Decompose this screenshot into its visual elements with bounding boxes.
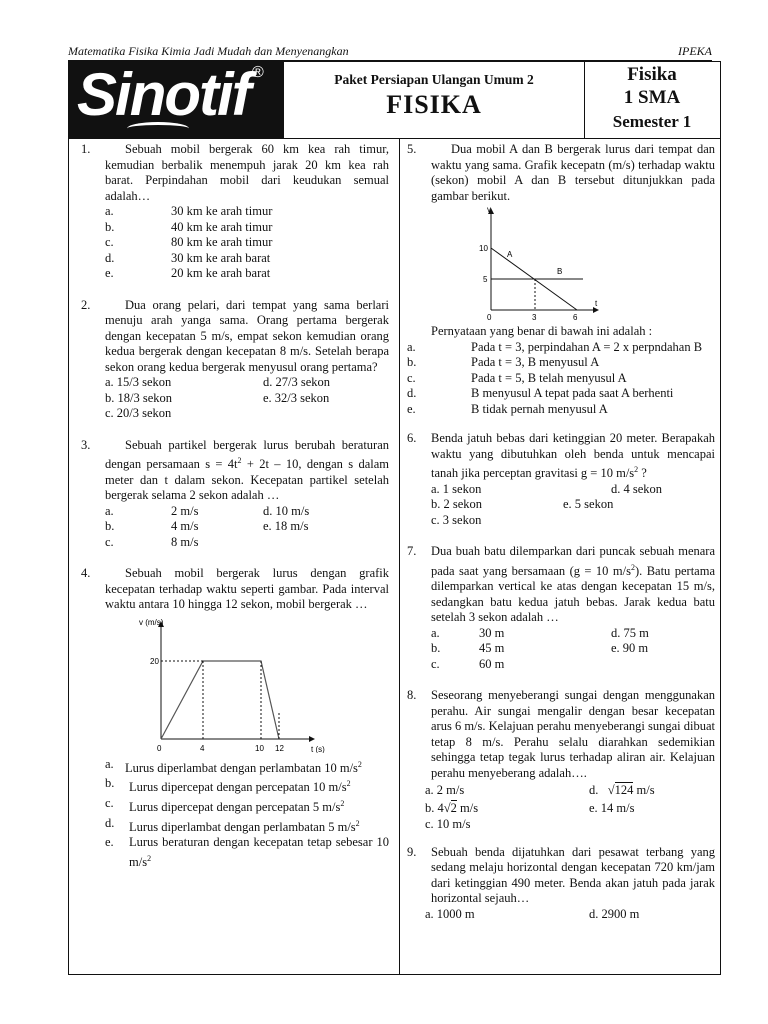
subject-cell (584, 62, 720, 138)
option-key: b. (105, 519, 115, 534)
superscript: 2 (147, 853, 152, 863)
option-row (407, 657, 715, 673)
option-key: c. (105, 795, 114, 810)
superscript: 2 (355, 818, 360, 828)
option-text: a. 2 m/s (425, 783, 465, 798)
option (407, 371, 715, 387)
option-text: B menyusul A tepat pada saat A berhenti (471, 386, 674, 400)
option-text: 4 m/s (171, 519, 199, 534)
line-a-label: A (507, 250, 513, 259)
option-text: Pada t = 3, B menyusul A (471, 355, 600, 369)
option-text: c. 20/3 sekon (105, 406, 172, 420)
questions-area (68, 138, 721, 975)
option-row (407, 817, 715, 833)
option-key: c. (431, 656, 440, 671)
option-text: 45 m (479, 641, 505, 656)
velocity-graph-ab (407, 204, 715, 320)
title-cell (283, 62, 585, 138)
running-header-school: IPEKA (678, 44, 712, 58)
option-text: a. 15/3 sekon (105, 375, 172, 389)
option (407, 402, 715, 418)
question-7 (407, 544, 715, 626)
option (407, 386, 715, 402)
option (407, 340, 715, 356)
question-text: Seseorang menyeberangi sungai dengan menggunakan perahu. Air sungai mengalir dengan besar kecepatan arus 6 m/s. Kelajuan perahu menyeberangi sungai dibuat tetap 8 m/s. Perahu selalu diarahkan sedemikian sehingga tetap tegak lurus terhadap aliran air. Kelajuan perahu menyeberang adalah…. (431, 688, 715, 780)
option-text-part: d. (589, 783, 599, 798)
question-number: 9. (407, 844, 417, 859)
tick-label: 10 (255, 743, 264, 753)
tick-label: 10 (479, 244, 488, 253)
option-key: b. (431, 641, 441, 656)
option-text: b. 4√2 m/s (425, 801, 479, 816)
option-text: a. 1 sekon (431, 481, 482, 496)
tick-label: 20 (150, 656, 159, 666)
option-key: a. (105, 756, 114, 771)
header-table (68, 61, 721, 139)
option-text: a. 1000 m (425, 906, 475, 921)
column-divider (399, 138, 400, 974)
option-row (407, 641, 715, 657)
question-number: 3. (81, 437, 91, 452)
option-text-part: Lurus beraturan dengan kecepatan tetap sebesar 10 m/s (129, 835, 389, 869)
tick-label: 5 (483, 275, 488, 284)
option-key: d. (407, 386, 417, 400)
question-text-part: Dua buah batu dilemparkan dari puncak sebuah menara pada saat yang bersamaan (g = 10 m/s (431, 544, 715, 578)
superscript: 2 (346, 779, 351, 789)
option-text: 60 m (479, 656, 505, 671)
option-text: 30 km ke arah barat (171, 250, 271, 265)
option-key: c. (105, 235, 114, 249)
option-text: 8 m/s (171, 534, 199, 549)
option-text: b. 18/3 sekon (105, 390, 173, 405)
question-text-part: Sebuah partikel bergerak lurus berubah beraturan dengan persamaan s = 4t (105, 437, 389, 472)
question-text-part: ? (638, 466, 647, 481)
option-key: a. (407, 339, 416, 354)
option-key: b. (407, 355, 417, 369)
option-text (129, 816, 389, 836)
package-subtitle: Paket Persiapan Ulangan Umum 2 (334, 72, 534, 87)
option-text (129, 835, 389, 870)
option-row (407, 799, 715, 817)
option-text: B tidak pernah menyusul A (471, 401, 608, 416)
question-text: Sebuah mobil bergerak 60 km kea rah timur, kemudian berbalik menempuh jarak 20 km kea rah barat. Perpindahan mobil dari keudukan semual adalah… (105, 142, 389, 203)
question-4 (81, 566, 389, 613)
option (81, 266, 389, 282)
question-text (431, 544, 715, 626)
option-text: d. 4 sekon (611, 481, 663, 496)
question-number: 7. (407, 544, 417, 559)
option-text-part: Lurus dipercepat dengan percepatan 10 m/s (129, 780, 347, 795)
option-key: a. (105, 503, 114, 518)
sinotif-logo (69, 62, 283, 138)
question-number: 1. (81, 142, 91, 156)
grade-label: 1 SMA (623, 87, 681, 108)
question-text (431, 431, 715, 482)
option-text: c. 3 sekon (431, 512, 482, 527)
option (81, 796, 389, 816)
option-key: a. (431, 625, 440, 640)
question-text (105, 438, 389, 504)
semester-label: Semester 1 (612, 112, 692, 131)
option (81, 816, 389, 836)
option-text: 80 km ke arah timur (171, 235, 273, 249)
option-text: d. 2900 m (589, 906, 640, 921)
question-text-part: + 2t – 10, dengan s dalam meter dan t dalam sekon. Kecepatan partikel setelah bergerak selama 2 sekon adalah … (105, 457, 389, 503)
question-5 (407, 142, 715, 204)
question-1 (81, 142, 389, 204)
superscript: 2 (634, 465, 639, 474)
line-b-label: B (557, 267, 563, 276)
logo-wordmark: Sinotif (77, 61, 250, 128)
option-text: 20 km ke arah barat (171, 266, 271, 280)
option-key: b. (105, 219, 115, 234)
option-row (81, 391, 389, 407)
option-text: Pada t = 3, perpindahan A = 2 x perpndahan B (471, 339, 703, 354)
option-text: 30 m (479, 625, 505, 640)
radicand: 124 (614, 783, 634, 798)
option-row (407, 907, 715, 923)
option-key: a. (105, 204, 114, 218)
option-text-part: Lurus dipercepat dengan percepatan 5 m/s (129, 800, 341, 815)
option-key: e. (105, 266, 114, 280)
running-header (68, 44, 712, 61)
option-text: e. 18 m/s (263, 519, 309, 534)
y-axis-label: v (m/s) (139, 617, 164, 627)
option-key: d. (105, 250, 115, 265)
option-text: Pada t = 5, B telah menyusul A (471, 370, 627, 385)
tick-label: 12 (275, 743, 284, 753)
option (81, 251, 389, 267)
tick-label: 6 (573, 313, 578, 320)
option-text: d. 27/3 sekon (263, 375, 331, 389)
option-text (129, 796, 389, 816)
option (81, 204, 389, 220)
option (407, 355, 715, 371)
option (81, 776, 389, 796)
option-text: d. √124 m/s (589, 783, 655, 798)
option-text: e. 5 sekon (563, 497, 614, 512)
option (81, 220, 389, 236)
option-key: e. (407, 401, 416, 416)
option-text: d. 10 m/s (263, 503, 310, 518)
velocity-time-graph (81, 613, 389, 753)
option-text-part: Lurus diperlambat dengan perlambatan 10 m/s (125, 760, 358, 775)
option-text: 40 km ke arah timur (171, 219, 273, 234)
option-key: d. (105, 815, 115, 830)
question-9 (407, 845, 715, 907)
question-text: Dua mobil A dan B bergerak lurus dari tempat dan waktu yang sama. Grafik kecepatn (m/s) terhadap waktu (sekon) mobil A dan B tersebut ditunjukkan pada gambar berikut. (431, 142, 715, 203)
tick-label: 4 (200, 743, 205, 753)
option-text: e. 90 m (611, 641, 649, 656)
superscript: 2 (630, 562, 635, 572)
tick-label: 3 (532, 313, 537, 320)
question-text-part: Benda jatuh bebas dari ketinggian 20 meter. Berapakah waktu yang dibutuhkan oleh benda untuk mencapai tanah jika perceptan gravitasi g = 10 m/s (431, 431, 715, 481)
superscript: 2 (357, 759, 362, 769)
question-stem (407, 324, 715, 340)
option-row (407, 626, 715, 642)
x-axis-arrow-icon (309, 736, 315, 742)
y-axis-label: v (487, 205, 491, 214)
option-key: c. (105, 534, 114, 549)
option-text-part: b. 4 (425, 801, 444, 816)
logo-registered-mark: ® (252, 64, 264, 81)
running-header-tagline: Matematika Fisika Kimia Jadi Mudah dan Menyenangkan (68, 44, 349, 58)
option-text (125, 757, 389, 777)
option-row (407, 513, 715, 529)
question-stem-text: Pernyataan yang benar di bawah ini adalah : (431, 324, 653, 338)
question-number: 2. (81, 297, 91, 312)
question-number: 4. (81, 566, 91, 581)
option-key: e. (105, 835, 114, 850)
option-text-part: m/s (456, 801, 479, 816)
question-text-part: ). Batu pertama dilemparkan vertical ke atas dengan kecepatan 15 m/s, sedangkan batu kedua jatuh bebas. Jarak kedua batu setelah 3 sekon adalah … (431, 563, 716, 625)
question-text: Sebuah mobil bergerak lurus dengan grafik kecepatan terhadap waktu seperti gambar. Pada interval waktu antara 10 hingga 12 sekon, mobil bergerak … (105, 566, 389, 612)
option-row (81, 504, 389, 520)
option-row (407, 482, 715, 498)
radicand: 2 (450, 801, 457, 816)
option-text: 2 m/s (171, 503, 199, 518)
option-row (407, 781, 715, 799)
question-number: 6. (407, 431, 417, 445)
option-text (129, 776, 389, 796)
tick-label: 0 (157, 743, 162, 753)
option (81, 835, 389, 870)
option (81, 235, 389, 251)
option-text: c. 10 m/s (425, 817, 471, 832)
option-text: b. 2 sekon (431, 497, 483, 512)
option-text: e. 14 m/s (589, 801, 635, 816)
option-text-part: Lurus diperlambat dengan perlambatan 5 m/s (129, 819, 356, 834)
left-column (81, 142, 389, 870)
question-number: 8. (407, 688, 417, 703)
velocity-curve (161, 661, 279, 739)
option-row (407, 497, 715, 513)
question-8 (407, 688, 715, 781)
option-text: d. 75 m (611, 625, 649, 640)
option-row (81, 375, 389, 391)
logo-swoosh-icon (127, 122, 189, 135)
page-title: FISIKA (386, 90, 482, 119)
right-column (407, 142, 715, 922)
superscript: 2 (340, 798, 345, 808)
option-row (81, 406, 389, 422)
option-key: b. (105, 776, 115, 791)
option-text: e. 32/3 sekon (263, 390, 330, 405)
option-row (81, 535, 389, 551)
option-text: 30 km ke arah timur (171, 204, 273, 218)
question-text: Dua orang pelari, dari tempat yang sama berlari menuju arah yanga sama. Orang pertama bergerak dengan kecepatan 5 m/s, empat sekon kemudian orang kedua bergerak dengan kecepatan 8 m/s. Setelah berapa sekon orang kedua bergerak menyusul orang pertama? (105, 297, 389, 374)
question-text: Sebuah benda dijatuhkan dari pesawat terbang yang sedang melaju horizontal dengan kecepatan 720 km/jam dari ketinggian 490 meter. Benda akan jatuh pada jarak horizontal sejauh… (431, 844, 715, 906)
question-3 (81, 438, 389, 504)
option (81, 757, 389, 777)
question-number: 5. (407, 142, 417, 156)
x-axis-label: t (s) (311, 744, 325, 753)
superscript: 2 (237, 456, 242, 465)
question-6 (407, 431, 715, 482)
tick-label: 0 (487, 313, 492, 320)
x-axis-label: t (595, 299, 598, 308)
option-key: c. (407, 370, 416, 385)
subject-label: Fisika (627, 64, 677, 85)
option-text-part: m/s (633, 783, 655, 798)
question-2 (81, 298, 389, 376)
option-row (81, 519, 389, 535)
